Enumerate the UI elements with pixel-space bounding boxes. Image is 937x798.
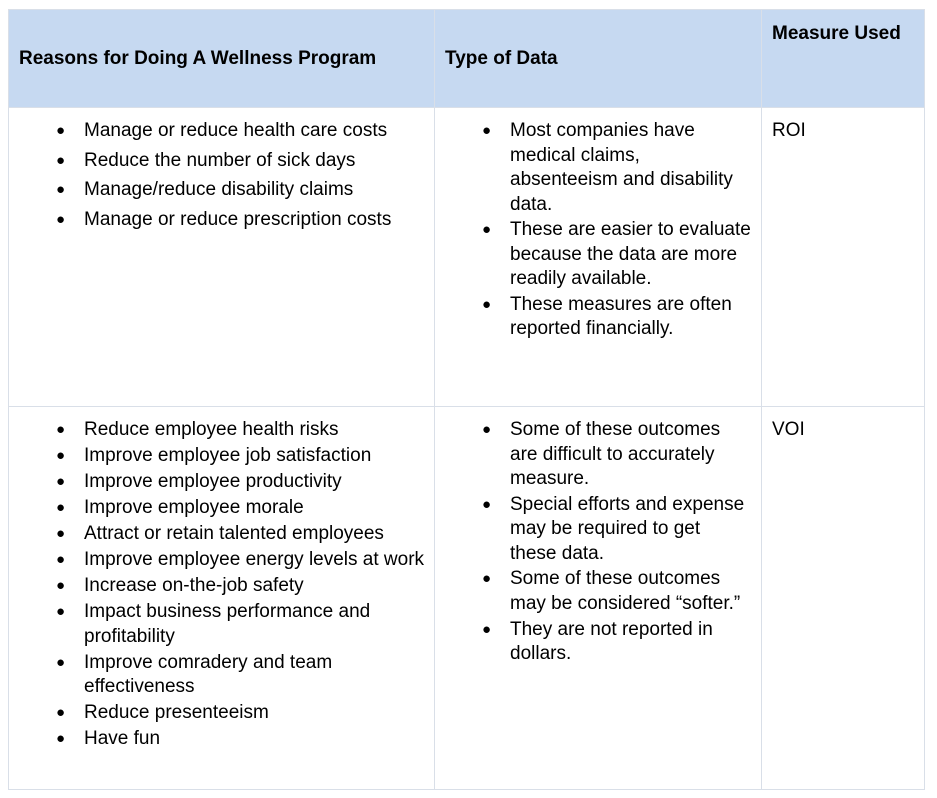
table-row	[9, 108, 925, 407]
list-item: ● Special efforts and expense may be required to get these data.	[482, 493, 745, 564]
list-item: ● Manage/reduce disability claims	[56, 179, 354, 200]
list-item: ● Improve employee morale	[56, 497, 304, 518]
list-item: ● Increase on-the-job safety	[56, 575, 304, 596]
list-item: ● Improve employee job satisfaction	[56, 445, 372, 466]
list-item: ● Improve employee productivity	[56, 471, 342, 492]
measure-cell	[762, 407, 925, 790]
reasons-list	[9, 108, 434, 232]
list-item: ● Manage or reduce health care costs	[56, 120, 388, 141]
header-reasons: Reasons for Doing A Wellness Program	[9, 10, 435, 108]
reasons-cell	[9, 407, 435, 790]
list-item: ● Reduce the number of sick days	[56, 149, 356, 171]
measure-value: VOI	[772, 419, 805, 440]
header-measure-used: Measure Used	[762, 10, 925, 108]
data-type-list	[435, 108, 761, 342]
list-item: ● Reduce employee health risks	[56, 419, 339, 440]
list-item: ● Some of these outcomes are difficult to accurately measure.	[482, 419, 721, 489]
reasons-list	[9, 407, 434, 752]
list-item: ● Improve employee energy levels at work	[56, 549, 425, 570]
table-row	[9, 407, 925, 790]
list-item: ● Reduce presenteeism	[56, 702, 269, 723]
measure-value: ROI	[772, 120, 806, 141]
list-item: ● Improve comradery and team effectiveness	[56, 651, 333, 697]
list-item: ● These measures are often reported financially.	[482, 293, 732, 340]
list-item: ● Have fun	[56, 728, 161, 749]
reasons-cell	[9, 108, 435, 407]
list-item: ● Most companies have medical claims, absenteeism and disability data.	[482, 120, 733, 215]
list-item: ● Attract or retain talented employees	[56, 523, 384, 544]
list-item: ● These are easier to evaluate because the data are more readily available.	[482, 219, 751, 290]
data-type-cell	[435, 108, 762, 407]
data-type-cell	[435, 407, 762, 790]
data-type-list	[435, 407, 761, 667]
header-row	[9, 10, 925, 108]
list-item: ● Some of these outcomes may be considered “softer.”	[482, 568, 741, 614]
measure-cell	[762, 108, 925, 407]
list-item: ● They are not reported in dollars.	[482, 618, 713, 665]
header-type-of-data: Type of Data	[435, 10, 762, 108]
wellness-program-table	[8, 9, 925, 790]
list-item: ● Impact business performance and profitability	[56, 601, 371, 647]
list-item: ● Manage or reduce prescription costs	[56, 208, 392, 230]
